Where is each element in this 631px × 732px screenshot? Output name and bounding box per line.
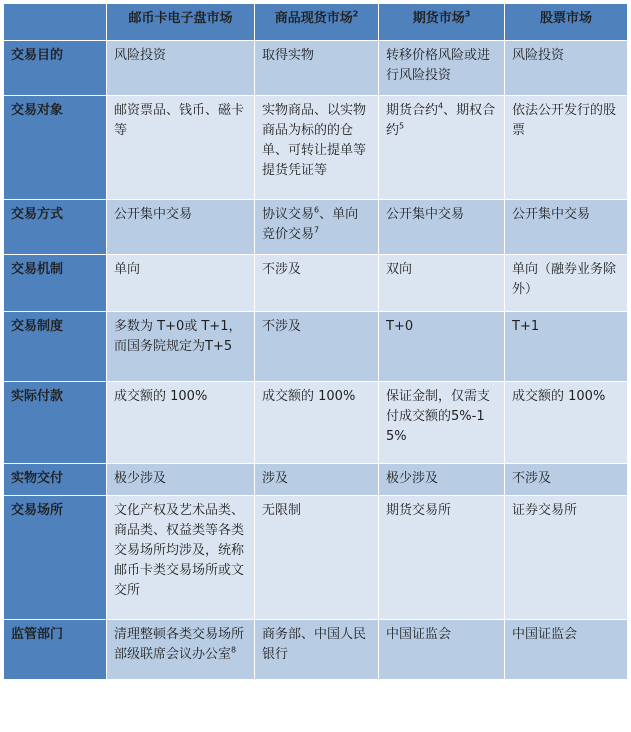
- market-comparison-table: [3, 3, 628, 680]
- header-row: [4, 4, 628, 41]
- table-cell: 依法公开发行的股票: [505, 96, 628, 200]
- header-ybk: 邮币卡电子盘市场: [107, 4, 255, 41]
- row-label: 交易制度: [4, 312, 107, 382]
- table-cell: 无限制: [255, 496, 379, 620]
- row-label: 交易对象: [4, 96, 107, 200]
- header-futures: 期货市场$^3$: [379, 4, 505, 41]
- table-cell: 邮资票品、钱币、磁卡等: [107, 96, 255, 200]
- table-cell: 风险投资: [505, 41, 628, 96]
- table-cell: 实物商品、以实物商品为标的的仓单、可转让提单等提货凭证等: [255, 96, 379, 200]
- table-cell: 中国证监会: [379, 620, 505, 680]
- table-cell: 公开集中交易: [379, 200, 505, 255]
- row-label: 监管部门: [4, 620, 107, 680]
- table-cell: 涉及: [255, 464, 379, 496]
- table-cell: 成交额的 100%: [255, 382, 379, 464]
- header-corner: [4, 4, 107, 41]
- table-cell: T+1: [505, 312, 628, 382]
- table-row: [4, 312, 628, 382]
- row-label: 实物交付: [4, 464, 107, 496]
- table-cell: 风险投资: [107, 41, 255, 96]
- table-cell: 单向（融券业务除外）: [505, 255, 628, 312]
- table-row: [4, 255, 628, 312]
- table-cell: 证券交易所: [505, 496, 628, 620]
- table-cell: 多数为 T+0或 T+1，而国务院规定为T+5: [107, 312, 255, 382]
- table-cell: 期货合约$^4$、期权合约$^5$: [379, 96, 505, 200]
- table-cell: 公开集中交易: [107, 200, 255, 255]
- table-cell: 单向: [107, 255, 255, 312]
- table-cell: 保证金制，仅需支付成交额的5%-15%: [379, 382, 505, 464]
- table-cell: 不涉及: [255, 255, 379, 312]
- table-row: [4, 96, 628, 200]
- table-cell: 成交额的 100%: [107, 382, 255, 464]
- table-cell: 文化产权及艺术品类、商品类、权益类等各类交易场所均涉及，统称邮币卡类交易场所或文交所: [107, 496, 255, 620]
- table-cell: 公开集中交易: [505, 200, 628, 255]
- table-cell: 双向: [379, 255, 505, 312]
- header-stock: 股票市场: [505, 4, 628, 41]
- table-cell: 极少涉及: [107, 464, 255, 496]
- table-row: [4, 496, 628, 620]
- table-cell: 商务部、中国人民银行: [255, 620, 379, 680]
- row-label: 交易机制: [4, 255, 107, 312]
- table-cell: 协议交易$^6$、单向竞价交易$^7$: [255, 200, 379, 255]
- row-label: 交易目的: [4, 41, 107, 96]
- row-label: 交易方式: [4, 200, 107, 255]
- table-row: [4, 41, 628, 96]
- row-label: 实际付款: [4, 382, 107, 464]
- table-row: [4, 620, 628, 680]
- table-row: [4, 200, 628, 255]
- table-cell: 清理整顿各类交易场所部级联席会议办公室$^8$: [107, 620, 255, 680]
- table-cell: 成交额的 100%: [505, 382, 628, 464]
- table-row: [4, 464, 628, 496]
- table-cell: 转移价格风险或进行风险投资: [379, 41, 505, 96]
- table-cell: 不涉及: [255, 312, 379, 382]
- row-label: 交易场所: [4, 496, 107, 620]
- table-cell: 极少涉及: [379, 464, 505, 496]
- table-cell: T+0: [379, 312, 505, 382]
- table-cell: 不涉及: [505, 464, 628, 496]
- table-row: [4, 382, 628, 464]
- header-spot: 商品现货市场$^2$: [255, 4, 379, 41]
- table-cell: 期货交易所: [379, 496, 505, 620]
- table-cell: 中国证监会: [505, 620, 628, 680]
- table-cell: 取得实物: [255, 41, 379, 96]
